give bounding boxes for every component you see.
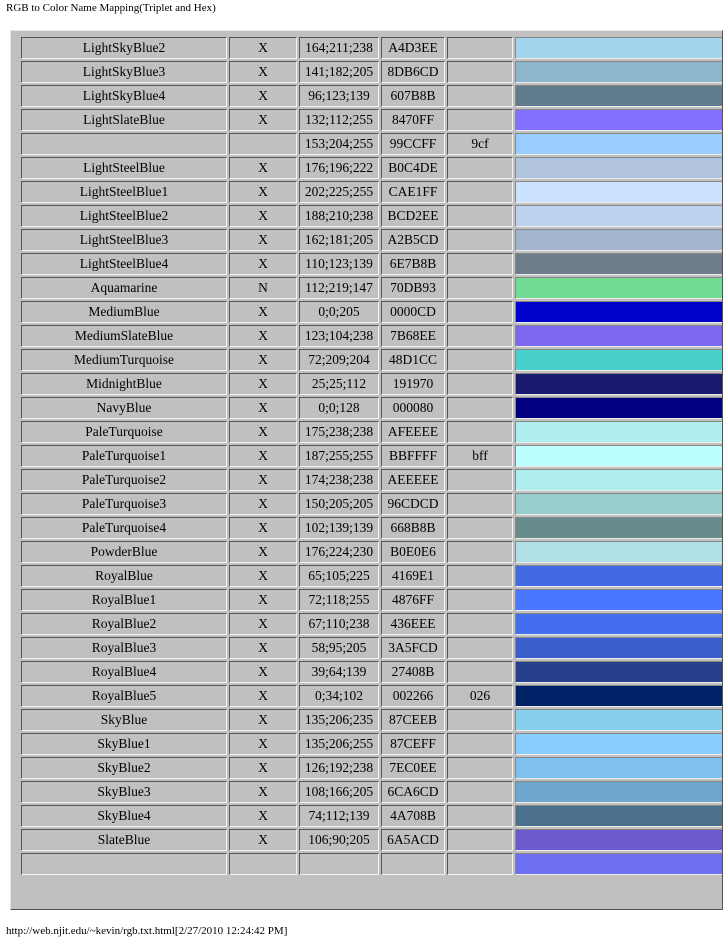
rgb-triplet-cell: 135;206;255 xyxy=(299,733,379,755)
table-row xyxy=(21,85,723,107)
hex-code-cell: AFEEEE xyxy=(381,421,445,443)
short-hex-cell: bff xyxy=(447,445,513,467)
color-swatch xyxy=(515,253,723,275)
hex-code-cell: AEEEEE xyxy=(381,469,445,491)
color-table-body xyxy=(21,37,723,875)
short-hex-cell: 026 xyxy=(447,685,513,707)
hex-code-cell: 4A708B xyxy=(381,805,445,827)
color-swatch xyxy=(515,589,723,611)
color-swatch xyxy=(515,661,723,683)
color-name-cell: RoyalBlue3 xyxy=(21,637,227,659)
rgb-triplet-cell: 106;90;205 xyxy=(299,829,379,851)
rgb-triplet-cell: 164;211;238 xyxy=(299,37,379,59)
color-swatch xyxy=(515,493,723,515)
color-name-cell: PaleTurquoise2 xyxy=(21,469,227,491)
table-row xyxy=(21,589,723,611)
color-name-cell: LightSteelBlue xyxy=(21,157,227,179)
color-name-cell: RoyalBlue xyxy=(21,565,227,587)
rgb-triplet-cell: 141;182;205 xyxy=(299,61,379,83)
short-hex-cell xyxy=(447,301,513,323)
table-row xyxy=(21,757,723,779)
table-row xyxy=(21,325,723,347)
color-swatch xyxy=(515,781,723,803)
hex-code-cell: 70DB93 xyxy=(381,277,445,299)
color-swatch xyxy=(515,277,723,299)
hex-code-cell: 436EEE xyxy=(381,613,445,635)
color-name-cell: PaleTurquoise xyxy=(21,421,227,443)
color-swatch xyxy=(515,637,723,659)
flag-cell: X xyxy=(229,421,297,443)
short-hex-cell xyxy=(447,397,513,419)
flag-cell: X xyxy=(229,445,297,467)
table-row xyxy=(21,781,723,803)
rgb-triplet-cell: 0;0;128 xyxy=(299,397,379,419)
rgb-triplet-cell: 150;205;205 xyxy=(299,493,379,515)
rgb-triplet-cell: 112;219;147 xyxy=(299,277,379,299)
hex-code-cell: CAE1FF xyxy=(381,181,445,203)
color-swatch xyxy=(515,229,723,251)
hex-code-cell: 99CCFF xyxy=(381,133,445,155)
flag-cell: X xyxy=(229,589,297,611)
short-hex-cell xyxy=(447,541,513,563)
flag-cell: X xyxy=(229,301,297,323)
color-swatch xyxy=(515,829,723,851)
short-hex-cell xyxy=(447,229,513,251)
rgb-triplet-cell: 96;123;139 xyxy=(299,85,379,107)
flag-cell: X xyxy=(229,349,297,371)
page-title: RGB to Color Name Mapping(Triplet and Hex) xyxy=(6,2,216,14)
rgb-triplet-cell: 202;225;255 xyxy=(299,181,379,203)
rgb-triplet-cell: 174;238;238 xyxy=(299,469,379,491)
flag-cell: X xyxy=(229,781,297,803)
short-hex-cell xyxy=(447,157,513,179)
hex-code-cell: 191970 xyxy=(381,373,445,395)
hex-code-cell: 96CDCD xyxy=(381,493,445,515)
hex-code-cell: B0C4DE xyxy=(381,157,445,179)
short-hex-cell xyxy=(447,181,513,203)
color-swatch xyxy=(515,181,723,203)
color-name-cell: LightSkyBlue3 xyxy=(21,61,227,83)
hex-code-cell xyxy=(381,853,445,875)
flag-cell: X xyxy=(229,181,297,203)
rgb-triplet-cell: 65;105;225 xyxy=(299,565,379,587)
flag-cell: X xyxy=(229,541,297,563)
color-swatch xyxy=(515,709,723,731)
table-row xyxy=(21,301,723,323)
color-name-cell: SlateBlue xyxy=(21,829,227,851)
color-table xyxy=(19,35,723,877)
hex-code-cell: BBFFFF xyxy=(381,445,445,467)
flag-cell: X xyxy=(229,709,297,731)
hex-code-cell: 7B68EE xyxy=(381,325,445,347)
color-swatch xyxy=(515,421,723,443)
hex-code-cell: 6E7B8B xyxy=(381,253,445,275)
flag-cell: X xyxy=(229,373,297,395)
hex-code-cell: B0E0E6 xyxy=(381,541,445,563)
hex-code-cell: 6CA6CD xyxy=(381,781,445,803)
flag-cell: X xyxy=(229,685,297,707)
short-hex-cell xyxy=(447,565,513,587)
color-swatch xyxy=(515,469,723,491)
color-name-cell: RoyalBlue1 xyxy=(21,589,227,611)
short-hex-cell xyxy=(447,493,513,515)
page-url-footer: http://web.njit.edu/~kevin/rgb.txt.html[2/27/2010 12:24:42 PM] xyxy=(6,925,288,937)
table-row xyxy=(21,421,723,443)
hex-code-cell: 607B8B xyxy=(381,85,445,107)
short-hex-cell: 9cf xyxy=(447,133,513,155)
color-name-cell: LightSkyBlue2 xyxy=(21,37,227,59)
hex-code-cell: 27408B xyxy=(381,661,445,683)
short-hex-cell xyxy=(447,253,513,275)
color-swatch xyxy=(515,613,723,635)
hex-code-cell: 668B8B xyxy=(381,517,445,539)
color-name-cell: LightSkyBlue4 xyxy=(21,85,227,107)
flag-cell: X xyxy=(229,493,297,515)
flag-cell xyxy=(229,133,297,155)
short-hex-cell xyxy=(447,277,513,299)
hex-code-cell: BCD2EE xyxy=(381,205,445,227)
hex-code-cell: 87CEFF xyxy=(381,733,445,755)
color-swatch xyxy=(515,349,723,371)
short-hex-cell xyxy=(447,325,513,347)
rgb-triplet-cell: 188;210;238 xyxy=(299,205,379,227)
color-name-cell: LightSteelBlue1 xyxy=(21,181,227,203)
flag-cell: X xyxy=(229,661,297,683)
hex-code-cell: 000080 xyxy=(381,397,445,419)
rgb-triplet-cell: 72;209;204 xyxy=(299,349,379,371)
table-row xyxy=(21,373,723,395)
rgb-triplet-cell: 72;118;255 xyxy=(299,589,379,611)
color-name-cell: PaleTurquoise3 xyxy=(21,493,227,515)
flag-cell: X xyxy=(229,397,297,419)
color-name-cell: SkyBlue4 xyxy=(21,805,227,827)
color-name-cell: SkyBlue3 xyxy=(21,781,227,803)
rgb-triplet-cell: 132;112;255 xyxy=(299,109,379,131)
color-swatch xyxy=(515,397,723,419)
short-hex-cell xyxy=(447,637,513,659)
short-hex-cell xyxy=(447,757,513,779)
short-hex-cell xyxy=(447,205,513,227)
color-swatch xyxy=(515,805,723,827)
rgb-triplet-cell: 110;123;139 xyxy=(299,253,379,275)
table-row xyxy=(21,37,723,59)
table-row xyxy=(21,157,723,179)
color-swatch xyxy=(515,373,723,395)
table-row xyxy=(21,805,723,827)
color-swatch xyxy=(515,757,723,779)
rgb-triplet-cell: 58;95;205 xyxy=(299,637,379,659)
rgb-triplet-cell: 175;238;238 xyxy=(299,421,379,443)
table-row xyxy=(21,253,723,275)
color-swatch xyxy=(515,37,723,59)
short-hex-cell xyxy=(447,829,513,851)
hex-code-cell: 4169E1 xyxy=(381,565,445,587)
rgb-triplet-cell: 0;34;102 xyxy=(299,685,379,707)
flag-cell: X xyxy=(229,469,297,491)
flag-cell: X xyxy=(229,157,297,179)
color-swatch xyxy=(515,157,723,179)
color-name-cell: RoyalBlue2 xyxy=(21,613,227,635)
flag-cell: X xyxy=(229,637,297,659)
color-name-cell: NavyBlue xyxy=(21,397,227,419)
short-hex-cell xyxy=(447,661,513,683)
rgb-triplet-cell: 187;255;255 xyxy=(299,445,379,467)
rgb-triplet-cell: 126;192;238 xyxy=(299,757,379,779)
short-hex-cell xyxy=(447,589,513,611)
flag-cell: X xyxy=(229,805,297,827)
short-hex-cell xyxy=(447,373,513,395)
short-hex-cell xyxy=(447,853,513,875)
table-row xyxy=(21,109,723,131)
short-hex-cell xyxy=(447,613,513,635)
flag-cell: X xyxy=(229,829,297,851)
table-row xyxy=(21,733,723,755)
short-hex-cell xyxy=(447,421,513,443)
table-row xyxy=(21,397,723,419)
color-swatch xyxy=(515,205,723,227)
flag-cell: X xyxy=(229,565,297,587)
color-name-cell: PaleTurquoise1 xyxy=(21,445,227,467)
color-swatch xyxy=(515,445,723,467)
color-name-cell: PaleTurquoise4 xyxy=(21,517,227,539)
flag-cell: X xyxy=(229,325,297,347)
short-hex-cell xyxy=(447,61,513,83)
color-swatch xyxy=(515,325,723,347)
color-swatch xyxy=(515,133,723,155)
color-swatch xyxy=(515,565,723,587)
flag-cell xyxy=(229,853,297,875)
rgb-triplet-cell: 102;139;139 xyxy=(299,517,379,539)
flag-cell: N xyxy=(229,277,297,299)
flag-cell: X xyxy=(229,757,297,779)
color-name-cell: MidnightBlue xyxy=(21,373,227,395)
table-row xyxy=(21,637,723,659)
color-name-cell: MediumSlateBlue xyxy=(21,325,227,347)
short-hex-cell xyxy=(447,709,513,731)
flag-cell: X xyxy=(229,85,297,107)
hex-code-cell: 6A5ACD xyxy=(381,829,445,851)
table-row xyxy=(21,133,723,155)
table-row xyxy=(21,181,723,203)
table-row xyxy=(21,469,723,491)
short-hex-cell xyxy=(447,517,513,539)
color-name-cell: LightSlateBlue xyxy=(21,109,227,131)
color-name-cell: LightSteelBlue4 xyxy=(21,253,227,275)
hex-code-cell: 8470FF xyxy=(381,109,445,131)
rgb-triplet-cell: 153;204;255 xyxy=(299,133,379,155)
rgb-triplet-cell: 25;25;112 xyxy=(299,373,379,395)
table-row xyxy=(21,829,723,851)
hex-code-cell: 0000CD xyxy=(381,301,445,323)
color-swatch xyxy=(515,109,723,131)
color-swatch xyxy=(515,853,723,875)
color-swatch xyxy=(515,685,723,707)
flag-cell: X xyxy=(229,253,297,275)
color-swatch xyxy=(515,301,723,323)
color-name-cell: LightSteelBlue2 xyxy=(21,205,227,227)
color-swatch xyxy=(515,733,723,755)
rgb-triplet-cell: 123;104;238 xyxy=(299,325,379,347)
color-swatch xyxy=(515,541,723,563)
short-hex-cell xyxy=(447,805,513,827)
rgb-triplet-cell: 0;0;205 xyxy=(299,301,379,323)
short-hex-cell xyxy=(447,469,513,491)
table-row xyxy=(21,205,723,227)
table-row xyxy=(21,853,723,875)
color-name-cell: PowderBlue xyxy=(21,541,227,563)
color-name-cell: RoyalBlue5 xyxy=(21,685,227,707)
short-hex-cell xyxy=(447,85,513,107)
short-hex-cell xyxy=(447,109,513,131)
rgb-triplet-cell: 67;110;238 xyxy=(299,613,379,635)
table-row xyxy=(21,493,723,515)
flag-cell: X xyxy=(229,205,297,227)
color-name-cell: MediumBlue xyxy=(21,301,227,323)
rgb-triplet-cell xyxy=(299,853,379,875)
table-row xyxy=(21,61,723,83)
hex-code-cell: 8DB6CD xyxy=(381,61,445,83)
short-hex-cell xyxy=(447,781,513,803)
rgb-triplet-cell: 74;112;139 xyxy=(299,805,379,827)
color-name-cell: MediumTurquoise xyxy=(21,349,227,371)
hex-code-cell: A2B5CD xyxy=(381,229,445,251)
table-row xyxy=(21,277,723,299)
color-name-cell: RoyalBlue4 xyxy=(21,661,227,683)
flag-cell: X xyxy=(229,517,297,539)
rgb-triplet-cell: 108;166;205 xyxy=(299,781,379,803)
color-name-cell: LightSteelBlue3 xyxy=(21,229,227,251)
table-row xyxy=(21,709,723,731)
hex-code-cell: 4876FF xyxy=(381,589,445,611)
rgb-triplet-cell: 39;64;139 xyxy=(299,661,379,683)
hex-code-cell: 87CEEB xyxy=(381,709,445,731)
table-row xyxy=(21,661,723,683)
rgb-triplet-cell: 162;181;205 xyxy=(299,229,379,251)
hex-code-cell: A4D3EE xyxy=(381,37,445,59)
flag-cell: X xyxy=(229,733,297,755)
color-name-cell: SkyBlue xyxy=(21,709,227,731)
color-swatch xyxy=(515,517,723,539)
rgb-triplet-cell: 176;196;222 xyxy=(299,157,379,179)
color-name-cell: SkyBlue2 xyxy=(21,757,227,779)
hex-code-cell: 48D1CC xyxy=(381,349,445,371)
table-row xyxy=(21,685,723,707)
short-hex-cell xyxy=(447,349,513,371)
color-swatch xyxy=(515,85,723,107)
table-row xyxy=(21,565,723,587)
table-row xyxy=(21,445,723,467)
color-name-cell: Aquamarine xyxy=(21,277,227,299)
color-name-cell xyxy=(21,853,227,875)
flag-cell: X xyxy=(229,37,297,59)
rgb-triplet-cell: 135;206;235 xyxy=(299,709,379,731)
flag-cell: X xyxy=(229,109,297,131)
table-row xyxy=(21,517,723,539)
flag-cell: X xyxy=(229,61,297,83)
color-name-cell: SkyBlue1 xyxy=(21,733,227,755)
rgb-triplet-cell: 176;224;230 xyxy=(299,541,379,563)
flag-cell: X xyxy=(229,613,297,635)
color-table-frame xyxy=(10,30,723,910)
table-row xyxy=(21,229,723,251)
hex-code-cell: 3A5FCD xyxy=(381,637,445,659)
table-row xyxy=(21,541,723,563)
table-row xyxy=(21,349,723,371)
color-swatch xyxy=(515,61,723,83)
short-hex-cell xyxy=(447,37,513,59)
flag-cell: X xyxy=(229,229,297,251)
table-row xyxy=(21,613,723,635)
short-hex-cell xyxy=(447,733,513,755)
hex-code-cell: 002266 xyxy=(381,685,445,707)
color-name-cell xyxy=(21,133,227,155)
hex-code-cell: 7EC0EE xyxy=(381,757,445,779)
